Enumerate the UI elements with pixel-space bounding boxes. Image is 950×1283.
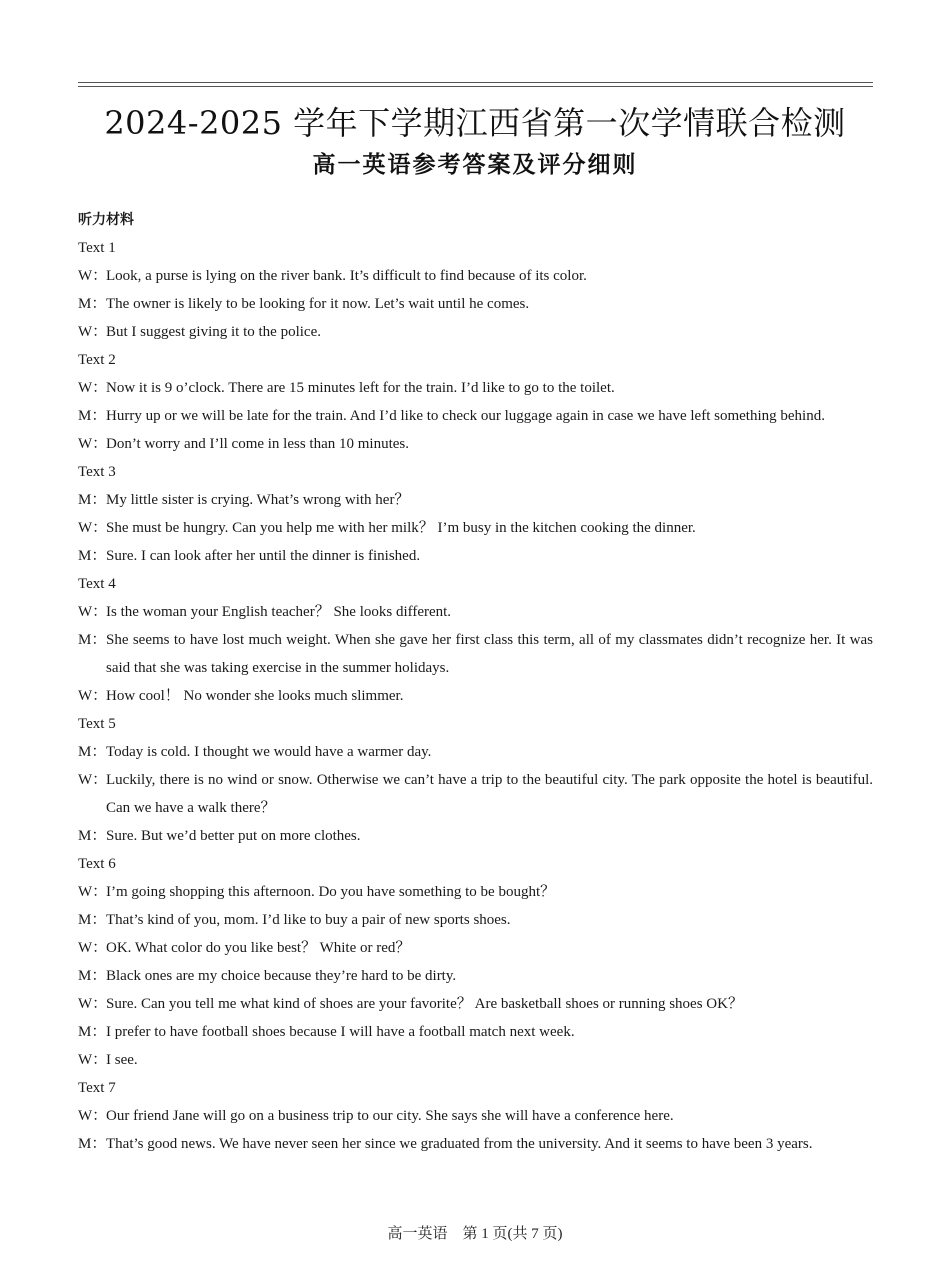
utterance-text: Sure. I can look after her until the dinner is finished. <box>106 548 421 564</box>
utterance-text: I’m going shopping this afternoon. Do you have something to be bought？ <box>106 884 556 900</box>
utterance-text: That’s good news. We have never seen her since we graduated from the university. And it seems to have been 3 years. <box>106 1136 813 1152</box>
speaker-label: M： <box>78 1024 107 1040</box>
header-rule-top <box>78 82 873 83</box>
speaker-label: W： <box>78 940 108 956</box>
utterance-text: OK. What color do you like best？ White or red？ <box>106 940 411 956</box>
text-label: Text 5 <box>78 716 116 732</box>
speaker-label: M： <box>78 968 107 984</box>
speaker-label: M： <box>78 492 107 508</box>
dialogue-line <box>78 1018 873 1046</box>
dialogue-line <box>78 626 873 682</box>
speaker-label: W： <box>78 436 108 452</box>
utterance-text: But I suggest giving it to the police. <box>106 324 321 340</box>
section-heading: 听力材料 <box>78 212 134 228</box>
dialogue-line <box>78 262 873 290</box>
speaker-label: W： <box>78 996 108 1012</box>
dialogue-line <box>78 934 873 962</box>
speaker-label: W： <box>78 380 108 396</box>
utterance-text: I see. <box>106 1052 138 1068</box>
page-footer: 高一英语 第 1 页(共 7 页) <box>387 1226 563 1242</box>
dialogue-line <box>78 290 873 318</box>
dialogue-line <box>78 430 873 458</box>
speaker-label: M： <box>78 744 107 760</box>
speaker-label: W： <box>78 884 108 900</box>
dialogue-line <box>78 990 873 1018</box>
utterance-text: She must be hungry. Can you help me with her milk？ I’m busy in the kitchen cooking the dinner. <box>106 520 696 536</box>
dialogue-line <box>78 878 873 906</box>
dialogue-line <box>78 682 873 710</box>
utterance-text: Is the woman your English teacher？ She looks different. <box>106 604 452 620</box>
speaker-label: M： <box>78 828 107 844</box>
dialogue-line <box>78 374 873 402</box>
speaker-label: M： <box>78 408 107 424</box>
speaker-label: W： <box>78 268 108 284</box>
dialogue-line <box>78 318 873 346</box>
texts-container <box>78 234 873 1158</box>
speaker-label: M： <box>78 912 107 928</box>
header-rule-bottom <box>78 86 873 87</box>
speaker-label: M： <box>78 1136 107 1152</box>
dialogue-line <box>78 486 873 514</box>
utterance-text: That’s kind of you, mom. I’d like to buy a pair of new sports shoes. <box>106 912 511 928</box>
speaker-label: M： <box>78 296 107 312</box>
utterance-text: Our friend Jane will go on a business trip to our city. She says she will have a conference here. <box>106 1108 674 1124</box>
speaker-label: W： <box>78 1052 108 1068</box>
dialogue-line <box>78 766 873 822</box>
speaker-label: W： <box>78 324 108 340</box>
text-label: Text 7 <box>78 1080 116 1096</box>
speaker-label: W： <box>78 604 108 620</box>
speaker-label: M： <box>78 548 107 564</box>
utterance-text: I prefer to have football shoes because I will have a football match next week. <box>106 1024 575 1040</box>
utterance-text: How cool！ No wonder she looks much slimmer. <box>106 688 404 704</box>
utterance-text: Luckily, there is no wind or snow. Otherwise we can’t have a trip to the beautiful city. The park opposite the hotel is beautiful. Can we have a walk there？ <box>106 772 873 816</box>
speaker-label: M： <box>78 632 107 648</box>
text-label: Text 2 <box>78 352 116 368</box>
text-label: Text 3 <box>78 464 116 480</box>
dialogue-line <box>78 514 873 542</box>
utterance-text: Don’t worry and I’ll come in less than 10 minutes. <box>106 436 410 452</box>
text-label: Text 1 <box>78 240 116 256</box>
dialogue-line <box>78 1046 873 1074</box>
utterance-text: Hurry up or we will be late for the train. And I’d like to check our luggage again in case we have left something behind. <box>106 408 825 424</box>
dialogue-line <box>78 598 873 626</box>
speaker-label: W： <box>78 772 108 788</box>
listening-transcript <box>78 206 873 1158</box>
dialogue-line <box>78 906 873 934</box>
text-label: Text 6 <box>78 856 116 872</box>
utterance-text: She seems to have lost much weight. When she gave her first class this term, all of my classmates didn’t recognize her. It was said that she was taking exercise in the summer holidays. <box>106 632 873 676</box>
dialogue-line <box>78 542 873 570</box>
utterance-text: The owner is likely to be looking for it now. Let’s wait until he comes. <box>106 296 530 312</box>
speaker-label: W： <box>78 1108 108 1124</box>
utterance-text: Black ones are my choice because they’re hard to be dirty. <box>106 968 457 984</box>
utterance-text: Sure. Can you tell me what kind of shoes are your favorite？ Are basketball shoes or running shoes OK？ <box>106 996 743 1012</box>
speaker-label: W： <box>78 688 108 704</box>
utterance-text: Look, a purse is lying on the river bank. It’s difficult to find because of its color. <box>106 268 587 284</box>
speaker-label: W： <box>78 520 108 536</box>
utterance-text: My little sister is crying. What’s wrong with her？ <box>106 492 410 508</box>
utterance-text: Now it is 9 o’clock. There are 15 minutes left for the train. I’d like to go to the toilet. <box>106 380 615 396</box>
dialogue-line <box>78 962 873 990</box>
text-label: Text 4 <box>78 576 116 592</box>
document-title: 2024-2025 学年下学期江西省第一次学情联合检测 <box>104 104 846 142</box>
dialogue-line <box>78 738 873 766</box>
dialogue-line <box>78 402 873 430</box>
document-subtitle: 高一英语参考答案及评分细则 <box>312 152 638 178</box>
utterance-text: Sure. But we’d better put on more clothes. <box>106 828 361 844</box>
dialogue-line <box>78 1102 873 1130</box>
dialogue-line <box>78 822 873 850</box>
dialogue-line <box>78 1130 873 1158</box>
utterance-text: Today is cold. I thought we would have a warmer day. <box>106 744 432 760</box>
